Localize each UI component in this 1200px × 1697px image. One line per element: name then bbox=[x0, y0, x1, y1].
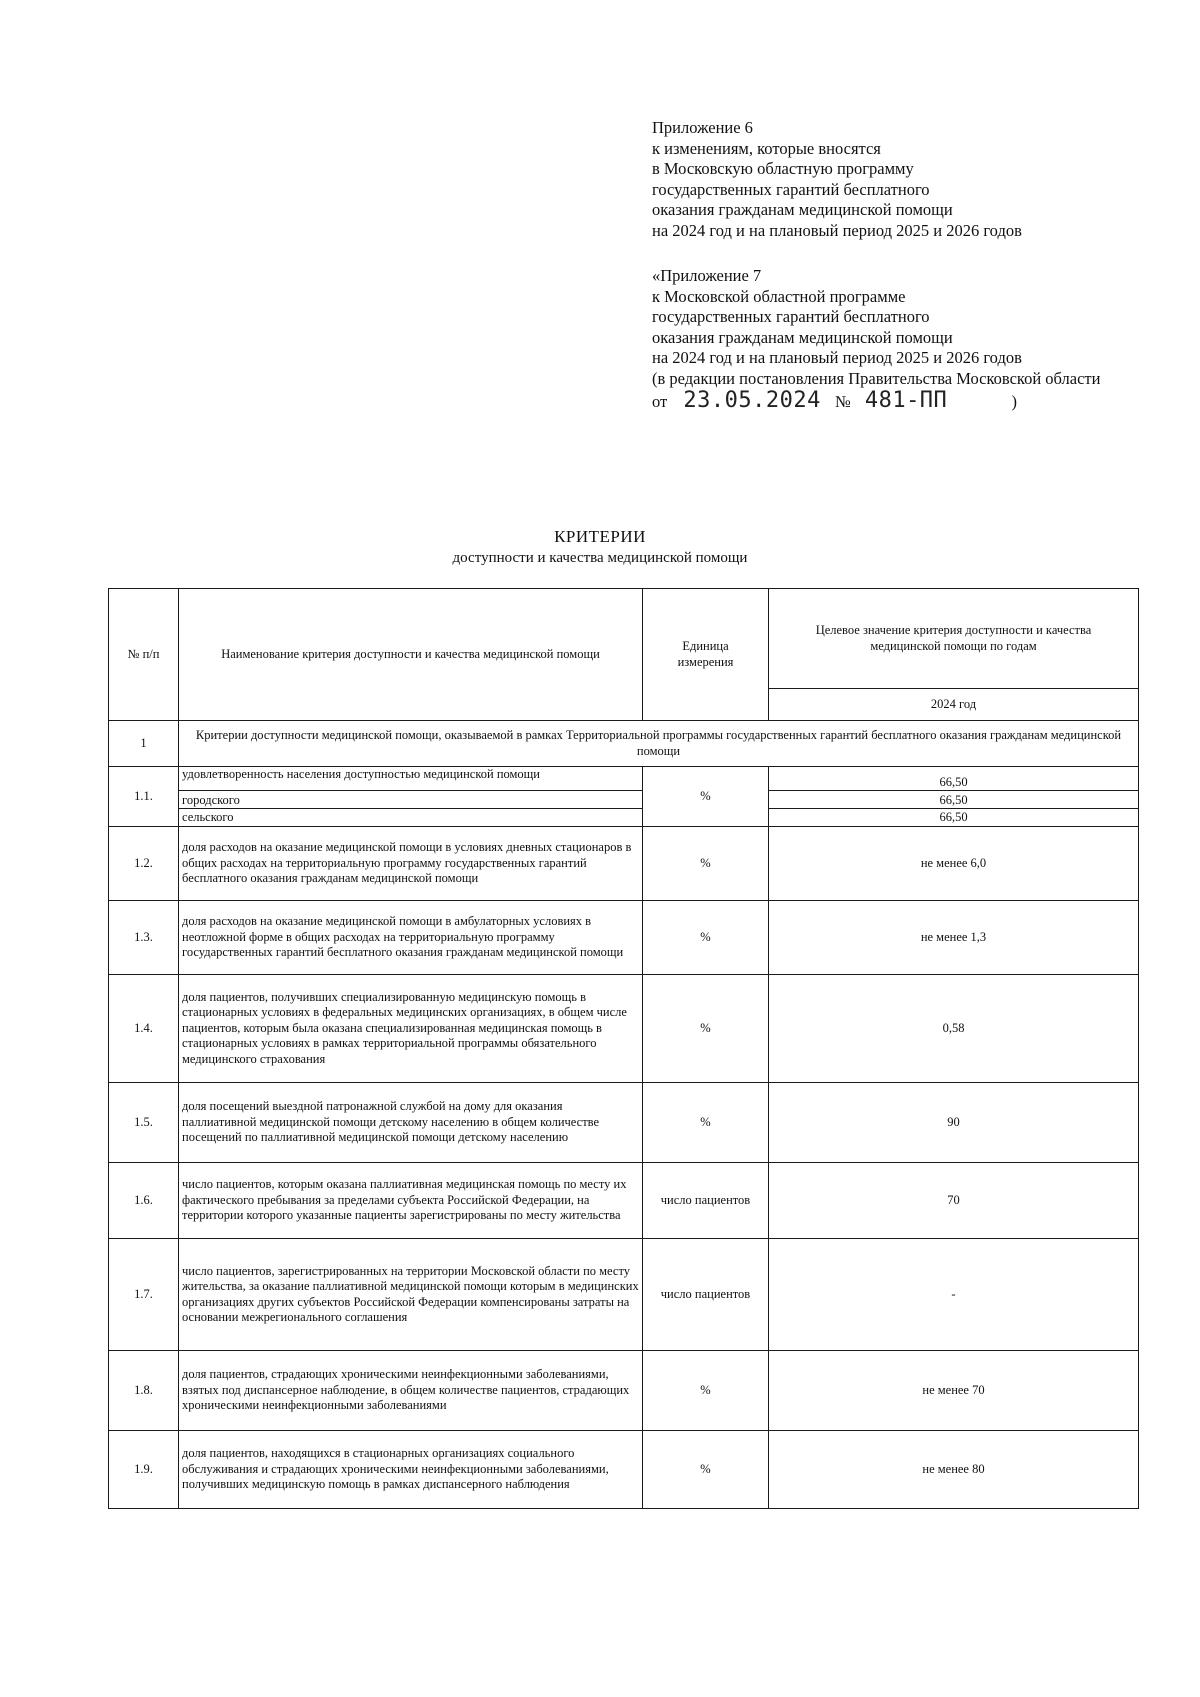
row-num: 1.1. bbox=[109, 767, 179, 827]
appendix7-line: «Приложение 7 bbox=[652, 266, 762, 285]
table-header-row bbox=[109, 589, 1139, 689]
header-num: № п/п bbox=[109, 589, 179, 721]
row-unit: число пациентов bbox=[643, 1239, 769, 1351]
table-row bbox=[109, 827, 1139, 901]
row-unit: % bbox=[643, 827, 769, 901]
table-row bbox=[109, 975, 1139, 1083]
header-unit: Единица измерения bbox=[643, 589, 769, 721]
table-row bbox=[109, 1239, 1139, 1351]
row-unit: % bbox=[643, 767, 769, 827]
appendix6-line: Приложение 6 bbox=[652, 118, 753, 137]
table-row bbox=[109, 767, 1139, 791]
table-row bbox=[109, 1431, 1139, 1509]
row-value: 66,50 bbox=[769, 767, 1139, 791]
section-title: Критерии доступности медицинской помощи, оказываемой в рамках Территориальной программы государственных гарантий бесплатного оказания гражданам медицинской помощи bbox=[179, 721, 1139, 767]
subrow-name: сельского bbox=[179, 809, 643, 827]
section-row bbox=[109, 721, 1139, 767]
row-name: доля расходов на оказание медицинской помощи в амбулаторных условиях в неотложной форме в общих расходах на территориальную программу государственных гарантий бесплатного оказания гражданам медицинской помощи bbox=[179, 901, 643, 975]
row-name: доля пациентов, находящихся в стационарных организациях социального обслуживания и страдающих хроническими неинфекционными заболеваниями, получивших медицинскую помощь в рамках диспансерного наблюдения bbox=[179, 1431, 643, 1509]
row-unit: % bbox=[643, 975, 769, 1083]
table-subrow bbox=[109, 791, 1139, 809]
number-sign: № bbox=[834, 392, 851, 411]
row-num: 1.4. bbox=[109, 975, 179, 1083]
table-row bbox=[109, 1163, 1139, 1239]
row-num: 1.8. bbox=[109, 1351, 179, 1431]
appendix7-line: государственных гарантий бесплатного bbox=[652, 307, 930, 326]
row-num: 1.7. bbox=[109, 1239, 179, 1351]
row-num: 1.9. bbox=[109, 1431, 179, 1509]
closing-paren: ) bbox=[1011, 392, 1017, 411]
row-name: удовлетворенность населения доступностью медицинской помощи bbox=[179, 767, 643, 791]
subrow-name: городского bbox=[179, 791, 643, 809]
appendix7-line: на 2024 год и на плановый период 2025 и 2026 годов bbox=[652, 348, 1022, 367]
appendix6-line: к изменениям, которые вносятся bbox=[652, 138, 881, 158]
table-row bbox=[109, 1351, 1139, 1431]
title-main: КРИТЕРИИ bbox=[554, 527, 646, 546]
table-subrow bbox=[109, 809, 1139, 827]
row-num: 1.2. bbox=[109, 827, 179, 901]
row-value: не менее 6,0 bbox=[769, 827, 1139, 901]
document-title bbox=[0, 526, 1200, 568]
row-value: - bbox=[769, 1239, 1139, 1351]
subrow-value: 66,50 bbox=[769, 791, 1139, 809]
appendix-7-header bbox=[652, 266, 1100, 413]
criteria-table bbox=[108, 588, 1139, 1509]
title-sub: доступности и качества медицинской помощи bbox=[452, 550, 748, 566]
row-name: доля пациентов, получивших специализированную медицинскую помощь в стационарных условиях в федеральных медицинских организациях, в общем числе пациентов, которым была оказана специализированная медицинская помощь в стационарных условиях в рамках территориальной программы обязательного медицинского страхования bbox=[179, 975, 643, 1083]
row-name: доля расходов на оказание медицинской помощи в условиях дневных стационаров в общих расходах на территориальную программу государственных гарантий бесплатного оказания гражданам медицинской помощи bbox=[179, 827, 643, 901]
appendix6-line: на 2024 год и на плановый период 2025 и 2026 годов bbox=[652, 220, 1022, 240]
header-year: 2024 год bbox=[769, 689, 1139, 721]
resolution-date: 23.05.2024 bbox=[683, 388, 821, 413]
row-unit: % bbox=[643, 1351, 769, 1431]
appendix6-line: в Московскую областную программу bbox=[652, 159, 914, 178]
appendix6-line: оказания гражданам медицинской помощи bbox=[652, 200, 953, 219]
row-unit: % bbox=[643, 901, 769, 975]
row-name: доля пациентов, страдающих хроническими неинфекционными заболеваниями, взятых под диспансерное наблюдение, в общем количестве пациентов, страдающих хроническими неинфекционными заболеваниями bbox=[179, 1351, 643, 1431]
row-num: 1.5. bbox=[109, 1083, 179, 1163]
header-target: Целевое значение критерия доступности и качества медицинской помощи по годам bbox=[769, 589, 1139, 689]
row-value: не менее 80 bbox=[769, 1431, 1139, 1509]
appendix7-line: оказания гражданам медицинской помощи bbox=[652, 327, 953, 347]
row-name: доля посещений выездной патронажной службой на дому для оказания паллиативной медицинской помощи детскому населению в общем количестве посещений по паллиативной медицинской помощи детскому населению bbox=[179, 1083, 643, 1163]
appendix7-line: к Московской областной программе bbox=[652, 286, 906, 306]
subrow-value: 66,50 bbox=[769, 809, 1139, 827]
row-value: 90 bbox=[769, 1083, 1139, 1163]
row-unit: число пациентов bbox=[643, 1163, 769, 1239]
appendix-6-header bbox=[652, 118, 1022, 241]
row-value: 70 bbox=[769, 1163, 1139, 1239]
row-value: не менее 1,3 bbox=[769, 901, 1139, 975]
appendix7-line: (в редакции постановления Правительства Московской области bbox=[652, 368, 1101, 388]
row-value: не менее 70 bbox=[769, 1351, 1139, 1431]
section-num: 1 bbox=[109, 721, 179, 767]
row-unit: % bbox=[643, 1431, 769, 1509]
row-name: число пациентов, зарегистрированных на территории Московской области по месту жительства, за оказание паллиативной медицинской помощи которым в медицинских организациях других субъектов Российской Федерации компенсированы затраты на основании межрегионального соглашения bbox=[179, 1239, 643, 1351]
row-unit: % bbox=[643, 1083, 769, 1163]
appendix6-line: государственных гарантий бесплатного bbox=[652, 179, 930, 199]
row-name: число пациентов, которым оказана паллиативная медицинская помощь по месту их фактического пребывания за пределами субъекта Российской Федерации, на территории которого указанные пациенты зарегистрированы по месту жительства bbox=[179, 1163, 643, 1239]
row-num: 1.3. bbox=[109, 901, 179, 975]
table-row bbox=[109, 1083, 1139, 1163]
resolution-date-row bbox=[652, 388, 1100, 413]
table-row bbox=[109, 901, 1139, 975]
header-name: Наименование критерия доступности и качества медицинской помощи bbox=[179, 589, 643, 721]
resolution-number: 481-ПП bbox=[864, 388, 948, 413]
date-prefix: от bbox=[652, 392, 668, 411]
row-num: 1.6. bbox=[109, 1163, 179, 1239]
row-value: 0,58 bbox=[769, 975, 1139, 1083]
